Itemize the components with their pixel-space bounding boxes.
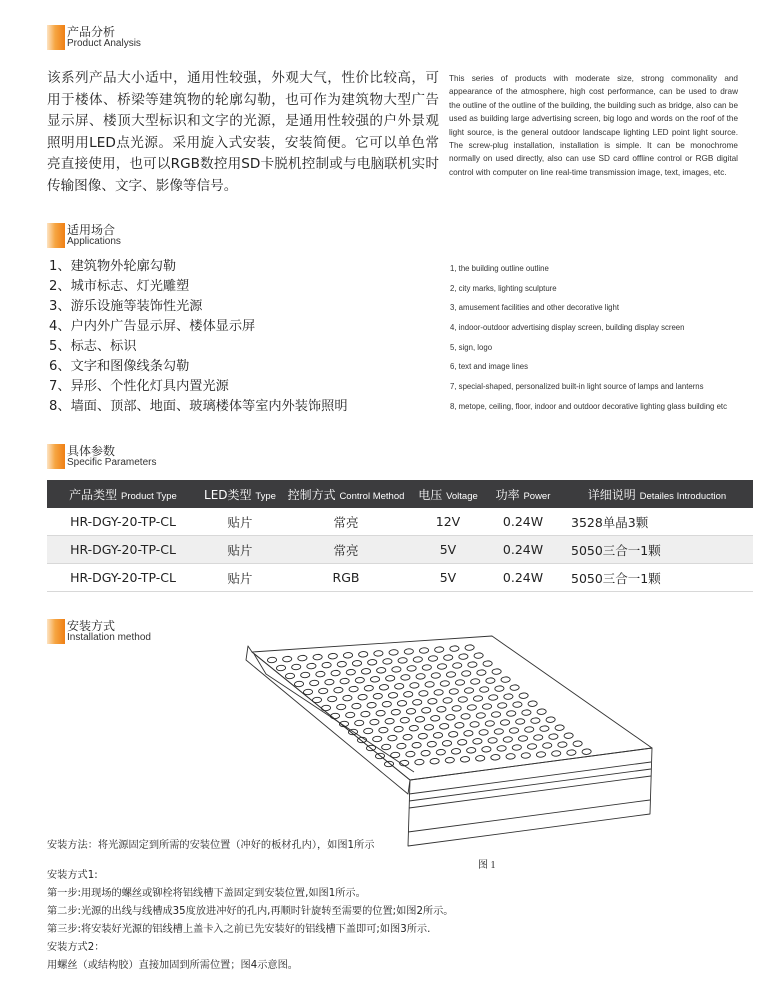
install-step-3: 第三步:将安装好光源的铝线槽上盖卡入之前已先安装好的铝线槽下盖即可;如图3所示. <box>47 924 431 935</box>
led-hole <box>307 663 317 669</box>
section-title-en: Product Analysis <box>67 38 141 49</box>
led-hole-grid <box>267 645 591 767</box>
table-cell: 贴片 <box>199 508 281 536</box>
led-hole <box>470 678 480 684</box>
led-hole <box>397 743 407 749</box>
led-hole <box>433 732 443 738</box>
led-hole <box>291 664 301 670</box>
analysis-text-en: This series of products with moderate size, strong commonality and appearance of the atmosphere, high cost performance, can be used to draw the outline of the outline of the building, the building such as bridge, also can be used as building large advertising screen, big logo and words on the roof of the light source, is the general outdoor landscape lighting LED point light source. The screw-plug installation, installation is simple. It can be monochrome normally on used directly, also can use SD card offline control or RGB digital control with computer on line real-time transmission image, text, images, etc. <box>449 74 738 177</box>
led-hole <box>343 652 353 658</box>
led-hole <box>390 752 400 758</box>
led-hole <box>479 729 489 735</box>
section-title-en: Applications <box>67 236 121 247</box>
led-hole <box>398 657 408 663</box>
led-hole <box>527 743 537 749</box>
led-hole <box>452 662 462 668</box>
led-hole <box>521 752 531 758</box>
led-hole <box>537 709 547 715</box>
led-hole <box>509 727 519 733</box>
led-hole <box>437 663 447 669</box>
table-cell: 5050三合一1颗 <box>561 564 753 592</box>
table-header-row <box>47 480 753 508</box>
led-hole <box>412 742 422 748</box>
section-title-zh: 产品分析 <box>67 25 116 39</box>
led-hole <box>373 693 383 699</box>
table-row <box>47 564 753 592</box>
install-step-1: 第一步:用现场的螺丝或铆栓将铝线槽下盖固定到安装位置,如图1所示。 <box>47 888 366 899</box>
led-hole <box>367 659 377 665</box>
led-hole <box>476 712 486 718</box>
board-front-face <box>408 748 652 846</box>
led-hole <box>298 655 308 661</box>
table-cell: 常亮 <box>281 536 411 564</box>
led-hole <box>501 677 511 683</box>
led-hole <box>430 715 440 721</box>
table-cell: 0.24W <box>485 508 561 536</box>
led-hole <box>300 672 310 678</box>
led-hole <box>506 753 516 759</box>
led-hole <box>379 684 389 690</box>
led-hole <box>389 649 399 655</box>
led-hole <box>340 678 350 684</box>
led-hole <box>427 741 437 747</box>
led-hole <box>446 714 456 720</box>
led-hole <box>567 750 577 756</box>
led-hole <box>385 675 395 681</box>
list-item: 1、建筑物外轮廓勾勒 <box>49 259 177 274</box>
section-title-zh: 适用场合 <box>67 223 116 237</box>
led-hole <box>370 719 380 725</box>
install-way1-title: 安装方式1: <box>47 870 98 881</box>
led-hole <box>381 744 391 750</box>
table-cell: 0.24W <box>485 536 561 564</box>
column-header: 详细说明 Detailes Introduction <box>561 480 753 508</box>
led-hole <box>430 758 440 764</box>
led-hole <box>461 670 471 676</box>
led-hole <box>388 735 398 741</box>
led-hole <box>442 740 452 746</box>
led-hole <box>401 674 411 680</box>
led-hole <box>352 660 362 666</box>
led-hole <box>542 742 552 748</box>
led-hole <box>475 755 485 761</box>
led-hole <box>488 737 498 743</box>
led-hole <box>421 750 431 756</box>
section-title-zh: 具体参数 <box>67 444 116 458</box>
led-hole <box>506 710 516 716</box>
led-hole <box>573 741 583 747</box>
applications-list-zh <box>49 257 429 417</box>
led-hole <box>406 751 416 757</box>
led-hole <box>282 656 292 662</box>
led-hole <box>549 734 559 740</box>
led-hole <box>455 722 465 728</box>
list-item: 4, indoor-outdoor advertising display screen, building display screen <box>450 323 685 333</box>
section-accent-bar <box>47 619 65 644</box>
led-hole <box>564 733 574 739</box>
led-hole <box>424 724 434 730</box>
led-hole <box>540 726 550 732</box>
led-hole <box>403 691 413 697</box>
list-item: 3, amusement facilities and other decorative light <box>450 303 620 313</box>
led-hole <box>328 653 338 659</box>
led-hole <box>495 686 505 692</box>
led-hole <box>491 754 501 760</box>
led-hole <box>445 757 455 763</box>
led-hole <box>452 705 462 711</box>
led-hole <box>394 726 404 732</box>
figure-caption: 图 1 <box>478 860 496 871</box>
led-hole <box>384 761 394 767</box>
led-hole <box>358 694 368 700</box>
led-hole <box>394 683 404 689</box>
led-hole <box>388 692 398 698</box>
led-hole <box>460 756 470 762</box>
analysis-text-zh: 该系列产品大小适中，通用性较强，外观大气，性价比较高，可用于楼体、桥梁等建筑物的轮廓勾勒，也可作为建筑物大型广告显示屏、楼顶大型标识和文字的光源，是通用性较强的户外景观照明用LED点光源。采用旋入式安装，安装简便。它可以单色常亮直接使用，也可以RGB数控用SD卡脱机控制或与电脑联机实时传输图像、文字、影像等信号。 <box>47 70 439 194</box>
led-hole <box>546 717 556 723</box>
led-hole <box>400 717 410 723</box>
column-header: LED类型 Type <box>199 480 281 508</box>
led-hole <box>361 711 371 717</box>
list-item: 8、墙面、顶部、地面、玻璃楼体等室内外装饰照明 <box>49 399 348 414</box>
led-hole <box>459 654 469 660</box>
led-hole <box>410 682 420 688</box>
led-hole <box>276 665 286 671</box>
led-hole <box>391 709 401 715</box>
table-cell: 贴片 <box>199 564 281 592</box>
led-hole <box>407 665 417 671</box>
list-item: 7、异形、个性化灯具内置光源 <box>49 379 229 394</box>
led-hole <box>406 708 416 714</box>
led-hole <box>443 697 453 703</box>
table-row <box>47 536 753 564</box>
led-hole <box>486 678 496 684</box>
led-hole <box>558 742 568 748</box>
led-hole <box>512 744 522 750</box>
led-hole <box>528 701 538 707</box>
column-header: 产品类型 Product Type <box>47 480 199 508</box>
list-item: 8, metope, ceiling, floor, indoor and outdoor decorative lighting glass building etc <box>450 401 727 411</box>
led-hole <box>518 735 528 741</box>
led-hole <box>343 695 353 701</box>
led-hole <box>488 694 498 700</box>
led-hole <box>345 712 355 718</box>
led-hole <box>491 711 501 717</box>
section-title-en: Specific Parameters <box>67 457 157 468</box>
led-hole <box>313 654 323 660</box>
led-hole <box>374 650 384 656</box>
led-hole <box>334 687 344 693</box>
led-hole <box>294 681 304 687</box>
led-hole <box>419 690 429 696</box>
led-hole <box>404 648 414 654</box>
section-accent-bar <box>47 444 65 469</box>
led-hole <box>451 748 461 754</box>
led-hole <box>470 721 480 727</box>
led-hole <box>403 734 413 740</box>
led-hole <box>504 694 514 700</box>
led-hole <box>409 725 419 731</box>
parameters-table <box>47 480 753 592</box>
led-hole <box>448 731 458 737</box>
led-hole <box>303 689 313 695</box>
led-hole <box>415 716 425 722</box>
led-hole <box>464 730 474 736</box>
led-hole <box>421 707 431 713</box>
led-hole <box>428 655 438 661</box>
led-hole <box>376 667 386 673</box>
led-hole <box>418 733 428 739</box>
list-item: 4、户内外广告显示屏、楼体显示屏 <box>49 319 256 334</box>
table-cell: 贴片 <box>199 536 281 564</box>
list-item: 2、城市标志、灯光雕塑 <box>49 279 190 294</box>
led-hole <box>267 657 277 663</box>
led-hole <box>336 704 346 710</box>
led-hole <box>479 686 489 692</box>
led-hole <box>392 666 402 672</box>
led-hole <box>413 656 423 662</box>
led-hole <box>492 669 502 675</box>
led-hole <box>431 672 441 678</box>
install-way2-text: 用螺丝（或结构胶）直接加固到所需位置；图4示意图。 <box>47 960 298 971</box>
list-item: 3、游乐设施等装饰性光源 <box>49 299 203 314</box>
led-hole <box>449 688 459 694</box>
led-hole <box>355 677 365 683</box>
led-hole <box>349 686 359 692</box>
led-hole <box>477 670 487 676</box>
column-header: 功率 Power <box>485 480 561 508</box>
led-hole <box>464 687 474 693</box>
led-hole <box>383 658 393 664</box>
list-item: 7, special-shaped, personalized built-in light source of lamps and lanterns <box>450 382 704 392</box>
led-hole <box>316 671 326 677</box>
led-hole <box>482 703 492 709</box>
led-hole <box>376 710 386 716</box>
list-item: 6、文字和图像线条勾勒 <box>49 359 190 374</box>
led-hole <box>379 727 389 733</box>
led-hole <box>446 671 456 677</box>
led-hole <box>533 734 543 740</box>
list-item: 5, sign, logo <box>450 342 493 352</box>
led-hole <box>412 699 422 705</box>
installation-method: 安装方法：将光源固定到所需的安装位置（冲好的板材孔内），如图1所示 <box>47 840 375 851</box>
led-hole <box>536 751 546 757</box>
led-hole <box>285 673 295 679</box>
led-hole <box>352 703 362 709</box>
led-hole <box>524 726 534 732</box>
table-cell: 5050三合一1颗 <box>561 536 753 564</box>
led-hole <box>582 749 592 755</box>
led-hole <box>457 739 467 745</box>
led-hole <box>364 685 374 691</box>
led-hole <box>551 750 561 756</box>
led-hole <box>385 718 395 724</box>
led-hole <box>436 749 446 755</box>
led-hole <box>443 655 453 661</box>
table-cell: HR-DGY-20-TP-CL <box>47 536 199 564</box>
install-way2-title: 安装方式2： <box>47 942 105 953</box>
led-hole <box>497 702 507 708</box>
led-hole <box>437 706 447 712</box>
table-cell: 常亮 <box>281 508 411 536</box>
led-hole <box>440 680 450 686</box>
table-cell: 5V <box>411 536 485 564</box>
section-accent-bar <box>47 25 65 50</box>
led-hole <box>434 647 444 653</box>
led-board-illustration <box>244 630 664 850</box>
led-hole <box>327 696 337 702</box>
led-hole <box>325 679 335 685</box>
table-cell: 0.24W <box>485 564 561 592</box>
led-hole <box>461 713 471 719</box>
table-cell: RGB <box>281 564 411 592</box>
led-hole <box>397 700 407 706</box>
led-hole <box>382 701 392 707</box>
led-hole <box>370 676 380 682</box>
led-hole <box>474 653 484 659</box>
led-hole <box>363 728 373 734</box>
table-cell: 12V <box>411 508 485 536</box>
led-hole <box>519 693 529 699</box>
led-hole <box>458 696 468 702</box>
led-hole <box>473 695 483 701</box>
led-hole <box>494 728 504 734</box>
led-hole <box>358 651 368 657</box>
led-hole <box>450 646 460 652</box>
list-item: 1, the building outline outline <box>450 264 549 273</box>
led-hole <box>510 685 520 691</box>
led-hole <box>312 697 322 703</box>
led-hole <box>428 698 438 704</box>
led-hole <box>466 747 476 753</box>
led-hole <box>309 680 319 686</box>
column-header: 控制方式 Control Method <box>281 480 411 508</box>
led-hole <box>467 704 477 710</box>
led-hole <box>419 647 429 653</box>
led-hole <box>473 738 483 744</box>
led-hole <box>425 681 435 687</box>
list-item: 6, text and image lines <box>450 362 529 372</box>
led-hole <box>531 718 541 724</box>
led-hole <box>422 664 432 670</box>
led-hole <box>468 662 478 668</box>
led-hole <box>321 705 331 711</box>
led-hole <box>522 710 532 716</box>
section-title-zh: 安装方式 <box>67 619 116 633</box>
led-hole <box>485 720 495 726</box>
led-hole <box>416 673 426 679</box>
led-hole <box>465 645 475 651</box>
led-hole <box>346 669 356 675</box>
table-cell: 5V <box>411 564 485 592</box>
table-cell: 3528单晶3颗 <box>561 508 753 536</box>
column-header: 电压 Voltage <box>411 480 485 508</box>
led-hole <box>322 662 332 668</box>
table-cell: HR-DGY-20-TP-CL <box>47 508 199 536</box>
led-hole <box>337 661 347 667</box>
list-item: 2, city marks, lighting sculpture <box>450 283 557 293</box>
led-hole <box>434 689 444 695</box>
led-hole <box>318 688 328 694</box>
table-row <box>47 508 753 536</box>
led-hole <box>415 759 425 765</box>
led-hole <box>367 702 377 708</box>
table-cell: HR-DGY-20-TP-CL <box>47 564 199 592</box>
led-hole <box>439 723 449 729</box>
led-hole <box>513 702 523 708</box>
led-hole <box>555 725 565 731</box>
section-accent-bar <box>47 223 65 248</box>
applications-list-en <box>450 259 770 417</box>
led-hole <box>455 679 465 685</box>
led-hole <box>354 720 364 726</box>
led-hole <box>500 719 510 725</box>
install-step-2: 第二步:光源的出线与线槽成35度放进冲好的孔内,再顺时针旋转至需要的位置;如图2所示。 <box>47 906 454 917</box>
led-hole <box>331 670 341 676</box>
led-hole <box>503 736 513 742</box>
led-hole <box>483 661 493 667</box>
led-hole <box>482 746 492 752</box>
led-hole <box>497 745 507 751</box>
list-item: 5、标志、标识 <box>49 339 137 354</box>
section-title-en: Installation method <box>67 632 151 643</box>
led-hole <box>372 736 382 742</box>
led-hole <box>361 668 371 674</box>
led-hole <box>515 718 525 724</box>
